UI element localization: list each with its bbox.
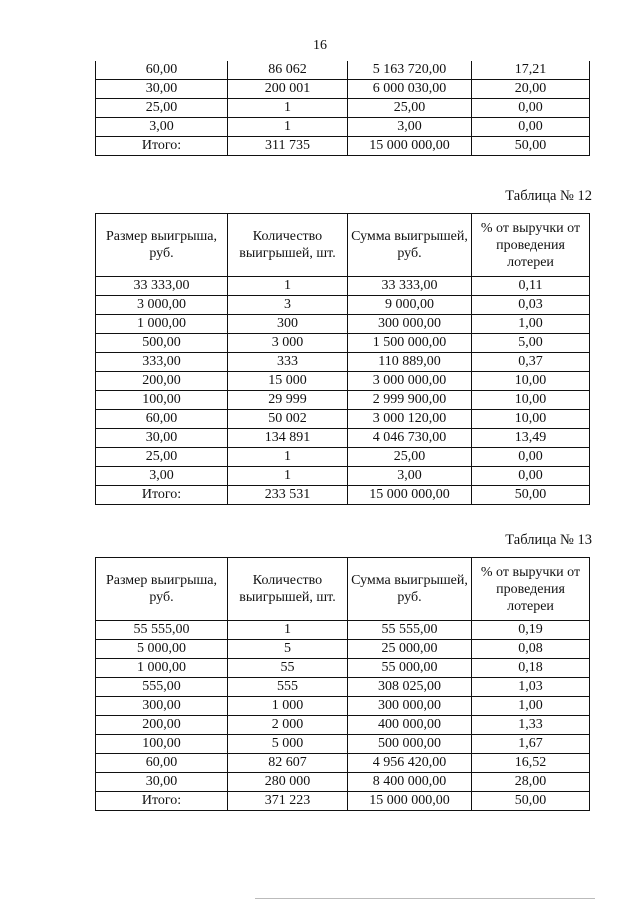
cell-prize-sum: 25 000,00	[348, 640, 472, 659]
cell-revenue-percent: 0,03	[472, 296, 590, 315]
cell-prize-size: 500,00	[96, 334, 228, 353]
cell-revenue-percent: 0,00	[472, 118, 590, 137]
cell-prize-sum: 9 000,00	[348, 296, 472, 315]
table-row	[96, 697, 590, 716]
cell-prize-count: 5	[228, 640, 348, 659]
table-row	[96, 296, 590, 315]
header-revenue-percent: % от выручки от проведения лотереи	[472, 558, 590, 621]
cell-prize-count: 86 062	[228, 61, 348, 80]
cell-prize-size: 300,00	[96, 697, 228, 716]
table-header-row	[96, 558, 590, 621]
cell-revenue-percent: 17,21	[472, 61, 590, 80]
cell-prize-sum: 15 000 000,00	[348, 486, 472, 505]
prize-table-continued	[95, 61, 590, 156]
table-header-row	[96, 214, 590, 277]
cell-prize-count: 50 002	[228, 410, 348, 429]
cell-prize-count: 2 000	[228, 716, 348, 735]
cell-prize-count: 300	[228, 315, 348, 334]
cell-revenue-percent: 0,19	[472, 621, 590, 640]
header-revenue-percent: % от выручки от проведения лотереи	[472, 214, 590, 277]
cell-prize-size: 100,00	[96, 735, 228, 754]
cell-prize-size: 33 333,00	[96, 277, 228, 296]
table-row	[96, 448, 590, 467]
cell-prize-count: 3	[228, 296, 348, 315]
cell-prize-count: 555	[228, 678, 348, 697]
header-prize-count: Количество выигрышей, шт.	[228, 558, 348, 621]
cell-prize-sum: 110 889,00	[348, 353, 472, 372]
cell-revenue-percent: 13,49	[472, 429, 590, 448]
cell-prize-sum: 500 000,00	[348, 735, 472, 754]
cell-revenue-percent: 5,00	[472, 334, 590, 353]
table-row	[96, 640, 590, 659]
cell-revenue-percent: 0,18	[472, 659, 590, 678]
table-row	[96, 735, 590, 754]
cell-prize-size: 3,00	[96, 118, 228, 137]
cell-revenue-percent: 10,00	[472, 372, 590, 391]
table-row	[96, 678, 590, 697]
cell-prize-count: 1	[228, 448, 348, 467]
cell-prize-sum: 400 000,00	[348, 716, 472, 735]
cell-prize-size: 55 555,00	[96, 621, 228, 640]
table-row	[96, 80, 590, 99]
cell-prize-sum: 33 333,00	[348, 277, 472, 296]
cell-prize-count: 233 531	[228, 486, 348, 505]
table-body	[96, 61, 590, 156]
cell-prize-size: 3 000,00	[96, 296, 228, 315]
cell-prize-size: 25,00	[96, 99, 228, 118]
cell-prize-sum: 4 046 730,00	[348, 429, 472, 448]
cell-prize-size: 1 000,00	[96, 315, 228, 334]
cell-prize-size: Итого:	[96, 137, 228, 156]
cell-prize-sum: 2 999 900,00	[348, 391, 472, 410]
cell-prize-sum: 55 555,00	[348, 621, 472, 640]
scan-edge-line	[255, 898, 595, 899]
cell-revenue-percent: 16,52	[472, 754, 590, 773]
table-row	[96, 315, 590, 334]
cell-prize-sum: 3 000 000,00	[348, 372, 472, 391]
cell-prize-size: 30,00	[96, 80, 228, 99]
cell-revenue-percent: 28,00	[472, 773, 590, 792]
cell-revenue-percent: 1,33	[472, 716, 590, 735]
table-row	[96, 716, 590, 735]
cell-prize-size: 555,00	[96, 678, 228, 697]
cell-prize-size: 25,00	[96, 448, 228, 467]
cell-prize-count: 3 000	[228, 334, 348, 353]
cell-prize-sum: 1 500 000,00	[348, 334, 472, 353]
cell-prize-sum: 308 025,00	[348, 678, 472, 697]
table-row	[96, 99, 590, 118]
cell-prize-sum: 300 000,00	[348, 315, 472, 334]
table-row	[96, 621, 590, 640]
cell-revenue-percent: 50,00	[472, 137, 590, 156]
cell-prize-count: 333	[228, 353, 348, 372]
cell-prize-size: 1 000,00	[96, 659, 228, 678]
cell-revenue-percent: 50,00	[472, 486, 590, 505]
cell-prize-count: 200 001	[228, 80, 348, 99]
cell-revenue-percent: 1,00	[472, 315, 590, 334]
cell-revenue-percent: 10,00	[472, 391, 590, 410]
table-row	[96, 353, 590, 372]
total-row	[96, 486, 590, 505]
cell-prize-size: 60,00	[96, 61, 228, 80]
cell-revenue-percent: 0,08	[472, 640, 590, 659]
cell-revenue-percent: 0,00	[472, 448, 590, 467]
cell-prize-count: 55	[228, 659, 348, 678]
table-13-caption: Таблица № 13	[505, 532, 592, 548]
cell-revenue-percent: 0,00	[472, 467, 590, 486]
cell-revenue-percent: 0,00	[472, 99, 590, 118]
cell-prize-count: 1	[228, 467, 348, 486]
header-prize-count: Количество выигрышей, шт.	[228, 214, 348, 277]
total-row	[96, 792, 590, 811]
prize-table-13	[95, 557, 590, 811]
header-prize-size: Размер выигрыша, руб.	[96, 214, 228, 277]
cell-prize-count: 311 735	[228, 137, 348, 156]
cell-prize-size: Итого:	[96, 792, 228, 811]
cell-prize-count: 280 000	[228, 773, 348, 792]
cell-prize-count: 1	[228, 118, 348, 137]
cell-prize-count: 134 891	[228, 429, 348, 448]
cell-prize-sum: 3,00	[348, 118, 472, 137]
header-prize-size: Размер выигрыша, руб.	[96, 558, 228, 621]
table-body	[96, 621, 590, 811]
cell-revenue-percent: 1,03	[472, 678, 590, 697]
cell-revenue-percent: 10,00	[472, 410, 590, 429]
cell-revenue-percent: 50,00	[472, 792, 590, 811]
header-prize-sum: Сумма выигрышей, руб.	[348, 558, 472, 621]
table-row	[96, 659, 590, 678]
table-row	[96, 277, 590, 296]
cell-prize-size: 200,00	[96, 716, 228, 735]
cell-prize-sum: 25,00	[348, 99, 472, 118]
cell-prize-sum: 55 000,00	[348, 659, 472, 678]
cell-prize-sum: 15 000 000,00	[348, 137, 472, 156]
table-body	[96, 277, 590, 505]
cell-revenue-percent: 20,00	[472, 80, 590, 99]
cell-prize-sum: 5 163 720,00	[348, 61, 472, 80]
table-row	[96, 118, 590, 137]
cell-prize-size: 60,00	[96, 754, 228, 773]
cell-revenue-percent: 1,00	[472, 697, 590, 716]
table-row	[96, 410, 590, 429]
cell-prize-size: 100,00	[96, 391, 228, 410]
cell-prize-count: 371 223	[228, 792, 348, 811]
total-row	[96, 137, 590, 156]
cell-prize-sum: 15 000 000,00	[348, 792, 472, 811]
table-row	[96, 467, 590, 486]
cell-prize-count: 1	[228, 277, 348, 296]
page-number: 16	[313, 38, 327, 53]
table-row	[96, 391, 590, 410]
table-row	[96, 61, 590, 80]
cell-prize-size: 60,00	[96, 410, 228, 429]
cell-prize-count: 1	[228, 99, 348, 118]
cell-prize-size: 30,00	[96, 773, 228, 792]
cell-revenue-percent: 1,67	[472, 735, 590, 754]
cell-revenue-percent: 0,11	[472, 277, 590, 296]
cell-prize-count: 5 000	[228, 735, 348, 754]
cell-prize-size: 5 000,00	[96, 640, 228, 659]
cell-prize-size: 200,00	[96, 372, 228, 391]
table-row	[96, 773, 590, 792]
cell-prize-sum: 4 956 420,00	[348, 754, 472, 773]
cell-prize-sum: 300 000,00	[348, 697, 472, 716]
cell-prize-count: 15 000	[228, 372, 348, 391]
cell-prize-sum: 25,00	[348, 448, 472, 467]
cell-prize-size: 3,00	[96, 467, 228, 486]
table-12-caption: Таблица № 12	[505, 188, 592, 204]
cell-prize-count: 82 607	[228, 754, 348, 773]
cell-prize-count: 29 999	[228, 391, 348, 410]
cell-prize-sum: 3,00	[348, 467, 472, 486]
cell-prize-count: 1	[228, 621, 348, 640]
cell-revenue-percent: 0,37	[472, 353, 590, 372]
cell-prize-sum: 8 400 000,00	[348, 773, 472, 792]
table-row	[96, 429, 590, 448]
table-row	[96, 754, 590, 773]
cell-prize-sum: 6 000 030,00	[348, 80, 472, 99]
cell-prize-count: 1 000	[228, 697, 348, 716]
cell-prize-size: 333,00	[96, 353, 228, 372]
cell-prize-size: Итого:	[96, 486, 228, 505]
header-prize-sum: Сумма выигрышей, руб.	[348, 214, 472, 277]
cell-prize-sum: 3 000 120,00	[348, 410, 472, 429]
cell-prize-size: 30,00	[96, 429, 228, 448]
table-row	[96, 334, 590, 353]
table-row	[96, 372, 590, 391]
prize-table-12	[95, 213, 590, 505]
